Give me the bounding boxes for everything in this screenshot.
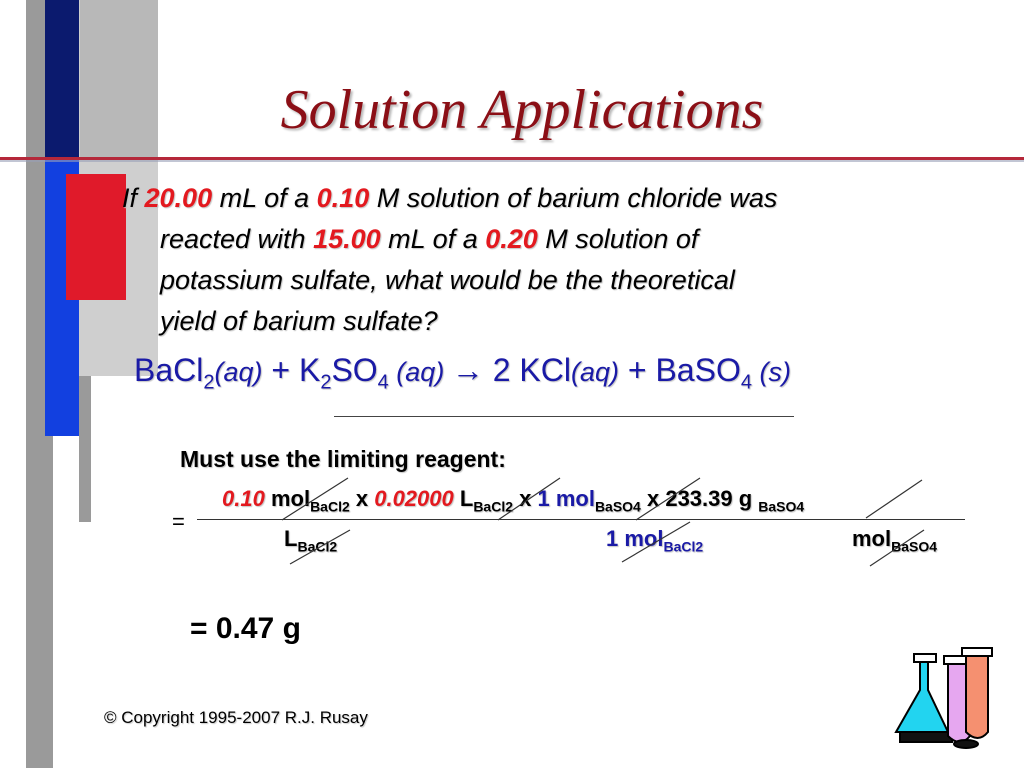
subscript: 2 — [203, 371, 215, 394]
subscript: BaCl2 — [310, 498, 350, 515]
mole-ratio-denominator: 1 mol — [606, 526, 664, 551]
subscript: BaSO4 — [594, 498, 641, 515]
cancel-line — [498, 478, 560, 520]
molarity-bacl2-value: 0.10 — [316, 183, 370, 213]
unit-mol: mol — [264, 486, 311, 511]
molarity-k2so4-value: 0.20 — [485, 224, 538, 254]
question-line-4: yield of barium sulfate? — [160, 306, 438, 336]
volume-bacl2-value: 20.00 — [144, 183, 213, 213]
mole-ratio-term: 1 mol — [537, 486, 595, 511]
cancel-line — [622, 522, 690, 562]
molar-mass-term: 233.39 g — [665, 486, 759, 511]
subscript: BaCl2 — [663, 538, 704, 555]
state-label: (aq) — [388, 357, 452, 387]
unit-mol: mol — [852, 526, 892, 551]
reaction-arrow: → — [451, 352, 484, 388]
chemistry-flask-icon — [890, 640, 1000, 750]
subscript: BaSO4 — [758, 498, 805, 515]
question-text-segment: mL of a — [212, 183, 317, 213]
cancel-line — [870, 530, 924, 566]
cancel-line — [636, 478, 700, 520]
subscript: BaSO4 — [891, 538, 938, 555]
unit-liter: L — [284, 526, 298, 551]
calc-equals-sign: = — [172, 509, 185, 534]
subscript: 4 — [377, 371, 389, 394]
question-text-segment: reacted with — [160, 224, 314, 254]
state-label: (aq) — [570, 357, 619, 387]
question-line-3: potassium sulfate, what would be the theoretical — [160, 265, 735, 295]
product-kcl: 2 KCl — [483, 352, 571, 388]
cancel-line — [282, 478, 348, 520]
slide-title: Solution Applications — [280, 79, 764, 141]
limiting-reagent-heading: Must use the limiting reagent: — [180, 446, 506, 472]
unit-liter: L — [453, 486, 474, 511]
times-sign: x — [349, 486, 375, 511]
reactant-k2so4: K — [298, 352, 321, 388]
product-baso4: BaSO — [655, 352, 741, 388]
question-text-segment: mL of a — [380, 224, 486, 254]
state-label: (aq) — [214, 357, 263, 387]
question-text-segment: M solution of — [537, 224, 699, 254]
state-label: (s) — [751, 357, 791, 387]
answer-result: = 0.47 g — [190, 612, 301, 645]
reactant-k2so4-part: SO — [331, 352, 378, 388]
plus-sign: + — [618, 352, 656, 388]
reactant-bacl2: BaCl — [134, 352, 204, 388]
times-sign: x — [513, 486, 538, 511]
subscript: 2 — [320, 371, 332, 394]
molarity-term: 0.10 — [222, 486, 265, 511]
copyright-notice: © Copyright 1995-2007 R.J. Rusay — [104, 708, 368, 727]
subscript: BaCl2 — [297, 538, 338, 555]
subscript: BaCl2 — [473, 498, 513, 515]
cancel-line — [290, 530, 350, 564]
question-text-segment: M solution of barium chloride was — [369, 183, 778, 213]
times-sign: x — [640, 486, 666, 511]
volume-term: 0.02000 — [374, 486, 454, 511]
volume-k2so4-value: 15.00 — [313, 224, 381, 254]
subscript: 4 — [740, 371, 752, 394]
plus-sign: + — [262, 352, 299, 388]
question-text-segment: If — [122, 183, 145, 213]
cancel-line — [866, 480, 922, 518]
